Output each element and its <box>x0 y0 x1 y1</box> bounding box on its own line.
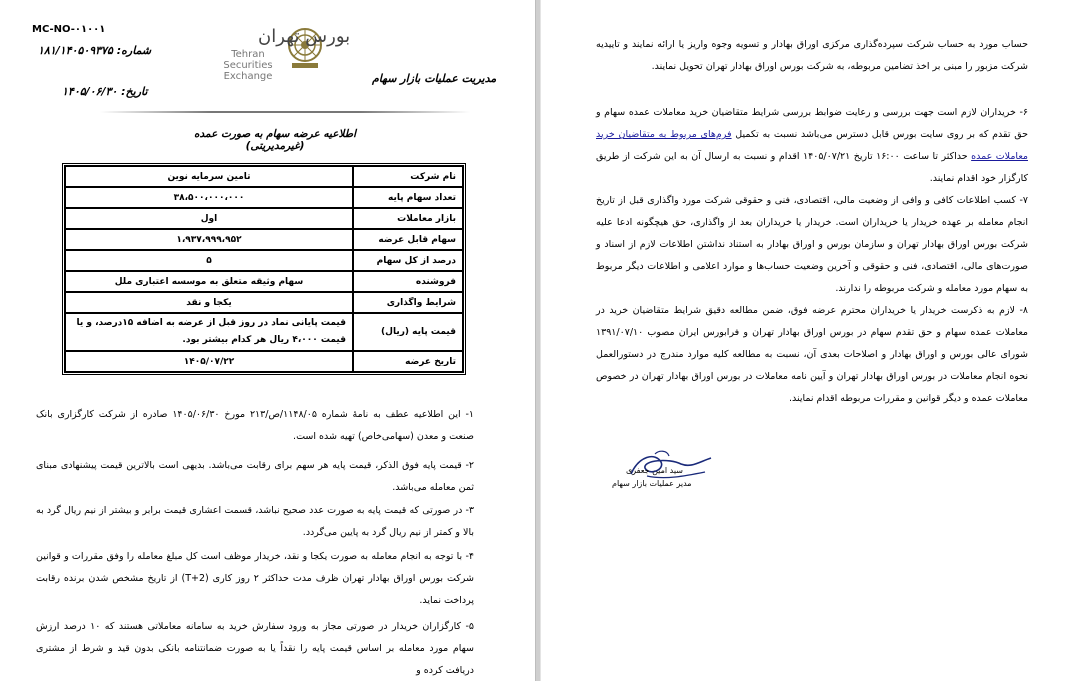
row-label: تعداد سهام پایه <box>353 187 463 208</box>
offer-details-table <box>62 163 466 375</box>
paragraph-8: ۸- لازم به ذکرست خریدار یا خریداران محترم عرضه فوق، ضمن مطالعه دقیق شرایط متقاضیان خرید در معاملات عمده سهام و حق تقدم سهام در بورس اوراق بهادار تهران و فرابورس ایران مصوب ۱۳۹۱/۰۷/۱۰ شورای عالی بورس و اوراق بهادار و اصلاحات بعدی آن، نسبت به مطالعه کلیه موارد مندرج در دستورالعمل نحوه انجام معاملات در بورس اوراق بهادار تهران و آیین نامه معاملات در بورس اوراق بهادار تهران در خصوص معاملات عمده و دیگر قوانین و مقررات مربوطه اقدام نمایند. <box>596 305 1028 404</box>
row-label: درصد از کل سهام <box>353 250 463 271</box>
table-row <box>65 351 463 372</box>
document-code: MC-NO-۰۱۰۰۱ <box>32 24 106 35</box>
row-label: فروشنده <box>353 271 463 292</box>
letter-number: شماره: ۱۸۱/۱۴۰۵۰۹۳۷۵ <box>38 44 152 57</box>
paragraph-3: ۳- در صورتی که قیمت پایه به صورت عدد صحیح نباشد، قسمت اعشاری قیمت برابر و بیشتر از نیم ریال گرد به بالا و کمتر از نیم ریال گرد به پایین می‌گردد. <box>36 505 474 538</box>
application-forms-link[interactable]: فرم‌های مربوط به متقاضیان خرید معاملات عمده <box>596 129 1028 162</box>
exchange-logo-name-en: Tehran Securities Exchange <box>223 49 273 82</box>
row-label: قیمت پایه (ریال) <box>353 313 463 351</box>
row-value: ۵ <box>65 250 353 271</box>
row-label: نام شرکت <box>353 166 463 187</box>
table-row <box>65 271 463 292</box>
table-row <box>65 229 463 250</box>
table-row <box>65 250 463 271</box>
paragraph-6-text-b: حداکثر تا ساعت ۱۶:۰۰ تاریخ ۱۴۰۵/۰۷/۲۱ اقدام و نسبت به ارسال آن به این شرکت از طریق کارگزار خود اقدام نمایند. <box>596 151 1028 184</box>
row-value: تامین سرمایه نوین <box>65 166 353 187</box>
row-value: ۳۸،۵۰۰،۰۰۰،۰۰۰ <box>65 187 353 208</box>
exchange-logo-name-fa: بورس تهران <box>258 26 351 47</box>
table-row <box>65 208 463 229</box>
table-row <box>65 313 463 351</box>
row-value: قیمت پایانی نماد در روز قبل از عرضه به اضافه ۱۵درصد، و یا قیمت ۴،۰۰۰ ریال هر کدام بیشتر بود. <box>65 313 353 351</box>
table-row <box>65 187 463 208</box>
row-value: ۱۴۰۵/۰۷/۲۲ <box>65 351 353 372</box>
document-page-left <box>0 0 535 681</box>
paragraph-6 <box>596 102 1028 190</box>
row-label: سهام قابل عرضه <box>353 229 463 250</box>
row-label: شرایط واگذاری <box>353 292 463 313</box>
paragraph-1: ۱- این اطلاعیه عطف به نامهٔ شماره ۱۱۴۸/۰۵/ص/۲۱۳ مورخ ۱۴۰۵/۰۶/۳۰ صادره از شرکت کارگزاری بانک صنعت و معدن (سهامی‌خاص) تهیه شده است. <box>36 409 474 442</box>
paragraph-7: ۷- کسب اطلاعات کافی و وافی از وضعیت مالی، اقتصادی، فنی و حقوقی شرکت مورد واگذاری قبل از تاریخ انجام معامله بر عهده خریدار یا خریداران است. خریدار یا خریداران بعد از واگذاری، حق هیچگونه ادعا علیه شرکت بورس اوراق بهادار تهران و سازمان بورس و اوراق بهادار به استناد نداشتن اطلاعات لازم از اسناد و صورت‌های مالی، اقتصادی، فنی و حقوقی و آخرین وضعیت حساب‌ها و موارد اعلامی و اطلاعات دیگر مربوط به سهام مورد معامله و شرکت مربوطه را ندارند. <box>596 195 1028 294</box>
table-row <box>65 292 463 313</box>
paragraph-5-continued: حساب مورد به حساب شرکت سپرده‌گذاری مرکزی اوراق بهادار و تسویه وجوه واریز یا ارائه نمایند و تاییدیه شرکت مزبور را مبنی بر اخذ تضامین مربوطه، به شرکت بورس اوراق بهادار تهران تحویل نمایند. <box>596 39 1028 72</box>
document-page-right <box>541 0 1073 681</box>
notice-title: اطلاعیه عرضه سهام به صورت عمده (غیرمدیریتی) <box>193 128 357 152</box>
paragraph-5: ۵- کارگزاران خریدار در صورتی مجاز به ورود سفارش خرید به سامانه معاملاتی هستند که ۱۰ درصد ارزش سهام مورد معامله بر اساس قیمت پایه را نقداً یا به صورت ضمانتنامه بانکی بدون قید و شرط از مشتری دریافت کرده و <box>36 621 474 676</box>
department-name: مدیریت عملیات بازار سهام <box>372 72 497 85</box>
table-row <box>65 166 463 187</box>
row-value: یکجا و نقد <box>65 292 353 313</box>
paragraph-4: ۴- با توجه به انجام معامله به صورت یکجا و نقد، خریدار موظف است کل مبلغ معامله را وفق مقررات و قوانین شرکت بورس اوراق بهادار تهران ظرف مدت حداکثر ۲ روز کاری (T+2) از تاریخ مشخص شدن برنده رقابت پرداخت نماید. <box>36 551 474 606</box>
signatory-name: سید امین جعفری <box>626 466 683 475</box>
paragraph-6-text-a: ۶- خریداران لازم است جهت بررسی و رعایت ضوابط بررسی شرایط متقاضیان خرید معاملات عمده سهام و حق تقدم که بر روی سایت بورس قابل دسترس می‌باشد نسبت به تکمیل <box>596 107 1028 140</box>
row-value: سهام وثیقه متعلق به موسسه اعتباری ملل <box>65 271 353 292</box>
signatory-title: مدیر عملیات بازار سهام <box>612 479 692 488</box>
row-label: بازار معاملات <box>353 208 463 229</box>
header-divider <box>100 111 470 113</box>
row-value: ۱،۹۳۷،۹۹۹،۹۵۲ <box>65 229 353 250</box>
paragraph-2: ۲- قیمت پایه فوق الذکر، قیمت پایه هر سهم برای رقابت می‌باشد. بدیهی است بالاترین قیمت پیشنهادی مبنای ثمن معامله می‌باشد. <box>36 460 474 493</box>
row-label: تاریخ عرضه <box>353 351 463 372</box>
row-value: اول <box>65 208 353 229</box>
letter-date: تاریخ: ۱۴۰۵/۰۶/۳۰ <box>62 85 148 98</box>
